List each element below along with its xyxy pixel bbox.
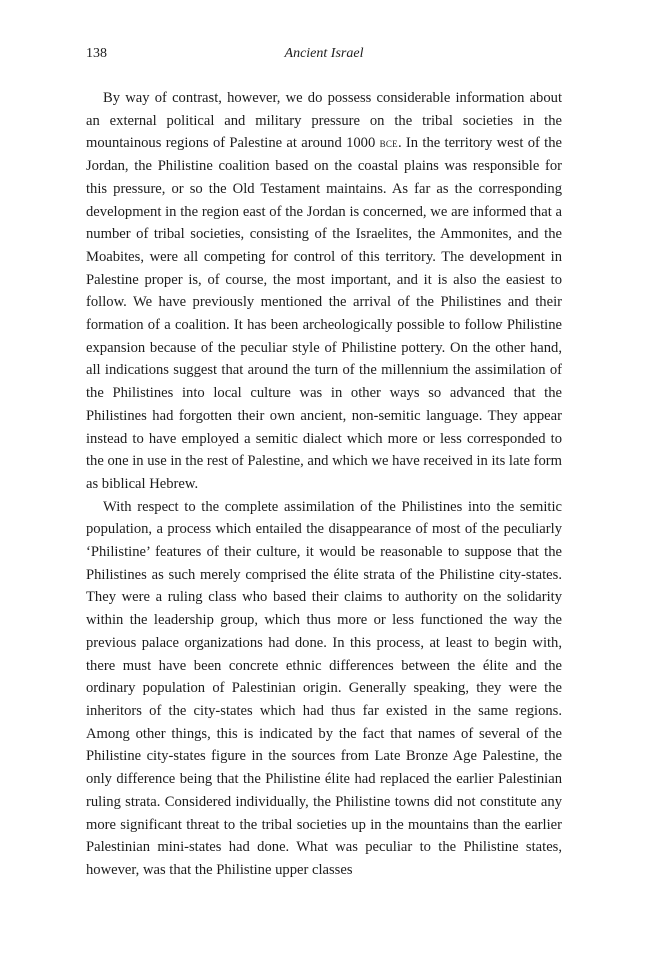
paragraph-2: With respect to the complete assimilation of the Philistines into the semitic population, a process which entailed the disappearance of most of the peculiarly ‘Philistine’ features of their culture, it would be reasonable to suppose that the Philistines as such merely comprised the élite strata of the Philistine city-states. They were a ruling class who based their claims to authority on the solidarity within the leadership group, which thus more or less functioned the way the previous palace organizations had done. In this process, at least to begin with, there must have been concrete ethnic differences between the élite and the ordinary population of Palestinian origin. Generally speaking, they were the inheritors of the city-states which had thus far existed in the same regions. Among other things, this is indicated by the fact that names of several of the Philistine city-states figure in the sources from Late Bronze Age Palestine, the only difference being that the Philistine élite had replaced the earlier Palestinian ruling strata. Considered individually, the Philistine towns did not constitute any more significant threat to the tribal societies up in the mountains than the earlier Palestinian mini-states had done. What was peculiar to the Philistine states, however, was that the Philistine upper classes — [86, 498, 562, 878]
running-head — [86, 44, 562, 64]
paragraph-1-text-b: . In the territory west of the Jordan, the Philistine coalition based on the coastal plains was responsible for this pressure, or so the Old Testament maintains. As far as the corresponding development in the region east of the Jordan is concerned, we are informed that a number of tribal societies, consisting of the Israelites, the Ammonites, and the Moabites, were all competing for control of this territory. The development in Palestine proper is, of course, the most important, and it is also the easiest to follow. We have previously mentioned the arrival of the Philistines and their formation of a coalition. It has been archeologically possible to follow Philistine expansion because of the peculiar style of Philistine pottery. On the other hand, all indications suggest that around the turn of the millennium the assimilation of the Philistines into local culture was in other ways so advanced that the Philistines had forgotten their own ancient, non-semitic language. They appear instead to have employed a semitic dialect which more or less corresponded to the one in use in the rest of Palestine, and which we have received in its late form as biblical Hebrew. — [86, 135, 562, 492]
page-number: 138 — [86, 46, 107, 61]
body-text — [86, 87, 562, 882]
era-abbreviation: bce — [379, 136, 398, 151]
paragraph-1-text-a: By way of contrast, however, we do possess considerable information about an external political and military pressure on the tribal societies in the mountainous regions of Palestine at around 1000 — [86, 90, 562, 152]
book-title: Ancient Israel — [284, 46, 364, 61]
paragraph-1 — [86, 87, 562, 496]
